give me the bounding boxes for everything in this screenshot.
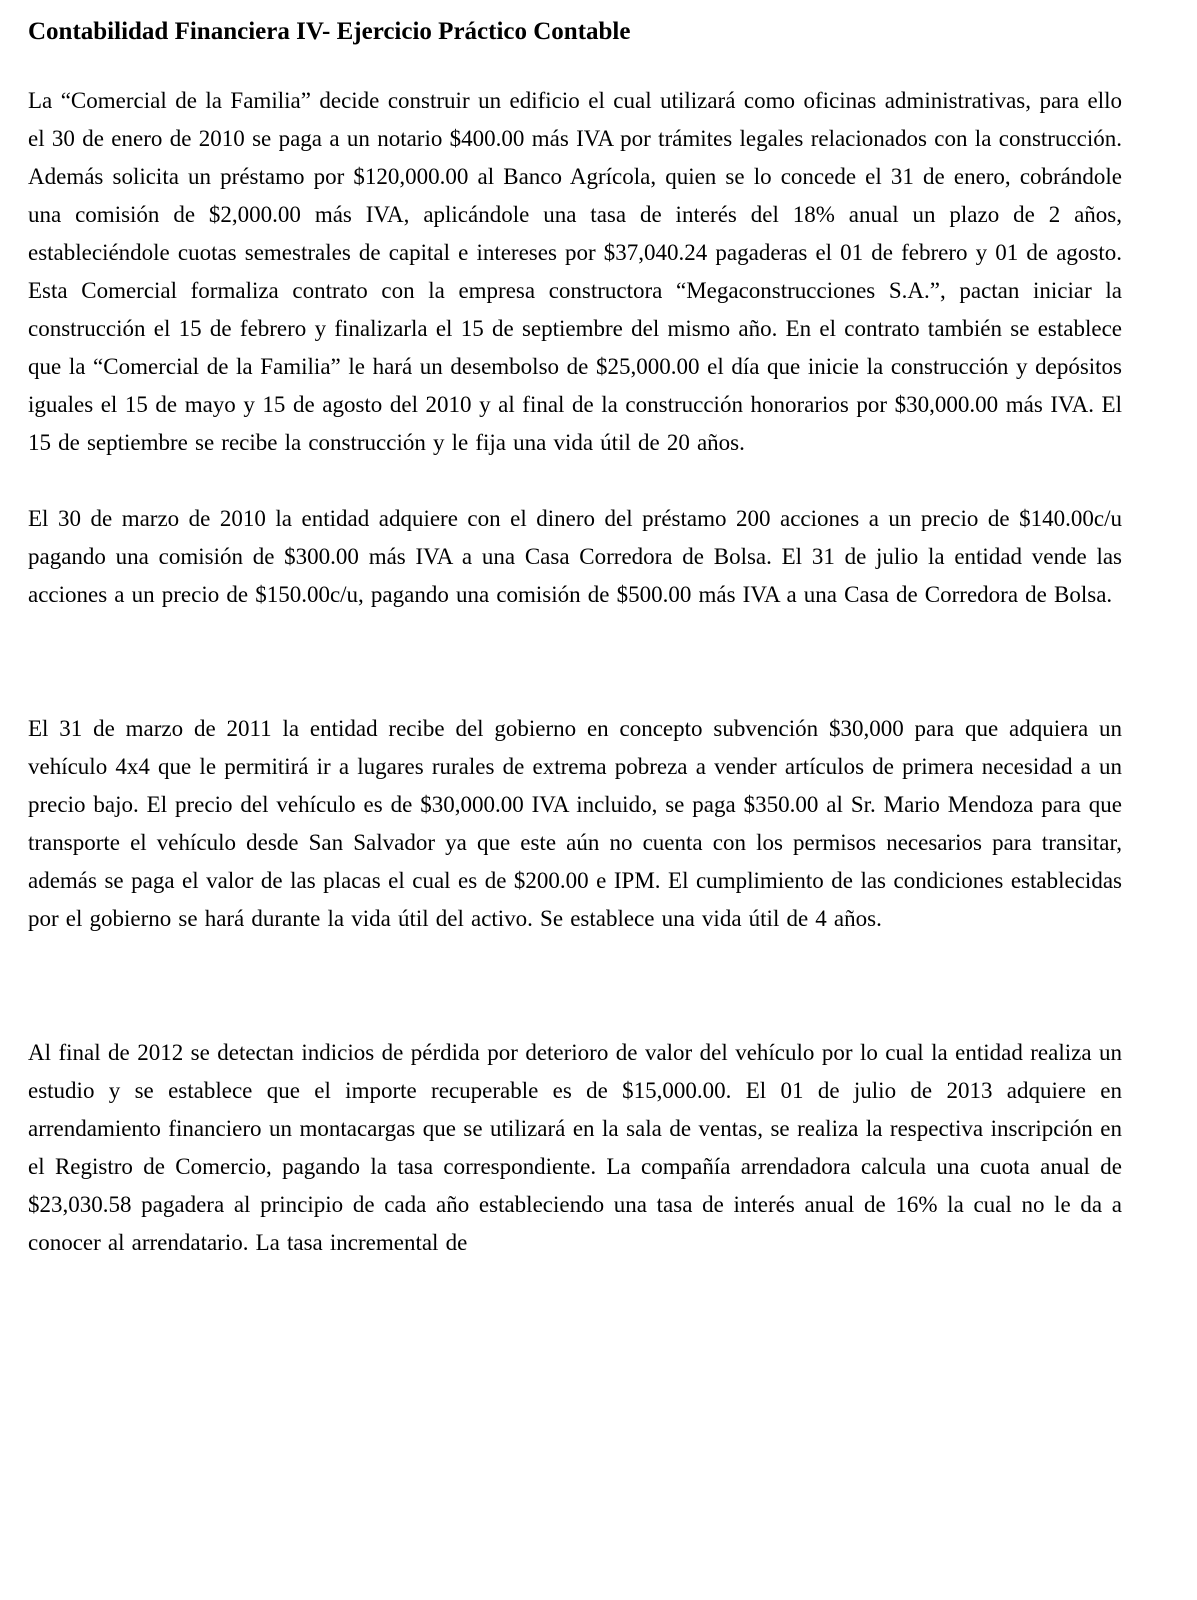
paragraph-deterioro-arrendamiento: Al final de 2012 se detectan indicios de pérdida por deterioro de valor del vehículo por lo cual la entidad realiza un estudio y se establece que el importe recuperable es de $15,000.00. El 01 de julio de 2013 adquiere en arrendamiento financiero un montacargas que se utilizará en la sala de ventas, se realiza la respectiva inscripción en el Registro de Comercio, pagando la tasa correspondiente. La compañía arrendadora calcula una cuota anual de $23,030.58 pagadera al principio de cada año estableciendo una tasa de interés anual de 16% la cual no le da a conocer al arrendatario. La tasa incremental de bbox=[28, 1040, 1122, 1255]
paragraph-acciones-bolsa: El 30 de marzo de 2010 la entidad adquiere con el dinero del préstamo 200 acciones a un precio de $140.00c/u pagando una comisión de $300.00 más IVA a una Casa Corredora de Bolsa. El 31 de julio la entidad vende las acciones a un precio de $150.00c/u, pagando una comisión de $500.00 más IVA a una Casa de Corredora de Bolsa. bbox=[28, 506, 1122, 607]
paragraph-subvencion-vehiculo: El 31 de marzo de 2011 la entidad recibe del gobierno en concepto subvención $30,000 para que adquiera un vehículo 4x4 que le permitirá ir a lugares rurales de extrema pobreza a vender artículos de primera necesidad a un precio bajo. El precio del vehículo es de $30,000.00 IVA incluido, se paga $350.00 al Sr. Mario Mendoza para que transporte el vehículo desde San Salvador ya que este aún no cuenta con los permisos necesarios para transitar, además se paga el valor de las placas el cual es de $200.00 e IPM. El cumplimiento de las condiciones establecidas por el gobierno se hará durante la vida útil del activo. Se establece una vida útil de 4 años. bbox=[28, 716, 1122, 931]
paragraph-construccion-edificio: La “Comercial de la Familia” decide construir un edificio el cual utilizará como oficinas administrativas, para ello el 30 de enero de 2010 se paga a un notario $400.00 más IVA por trámites legales relacionados con la construcción. Además solicita un préstamo por $120,000.00 al Banco Agrícola, quien se lo concede el 31 de enero, cobrándole una comisión de $2,000.00 más IVA, aplicándole una tasa de interés del 18% anual un plazo de 2 años, estableciéndole cuotas semestrales de capital e intereses por $37,040.24 pagaderas el 01 de febrero y 01 de agosto. Esta Comercial formaliza contrato con la empresa constructora “Megaconstrucciones S.A.”, pactan iniciar la construcción el 15 de febrero y finalizarla el 15 de septiembre del mismo año. En el contrato también se establece que la “Comercial de la Familia” le hará un desembolso de $25,000.00 el día que inicie la construcción y depósitos iguales el 15 de mayo y 15 de agosto del 2010 y al final de la construcción honorarios por $30,000.00 más IVA. El 15 de septiembre se recibe la construcción y le fija una vida útil de 20 años. bbox=[28, 88, 1122, 455]
document-title: Contabilidad Financiera IV- Ejercicio Práctico Contable bbox=[28, 18, 631, 45]
